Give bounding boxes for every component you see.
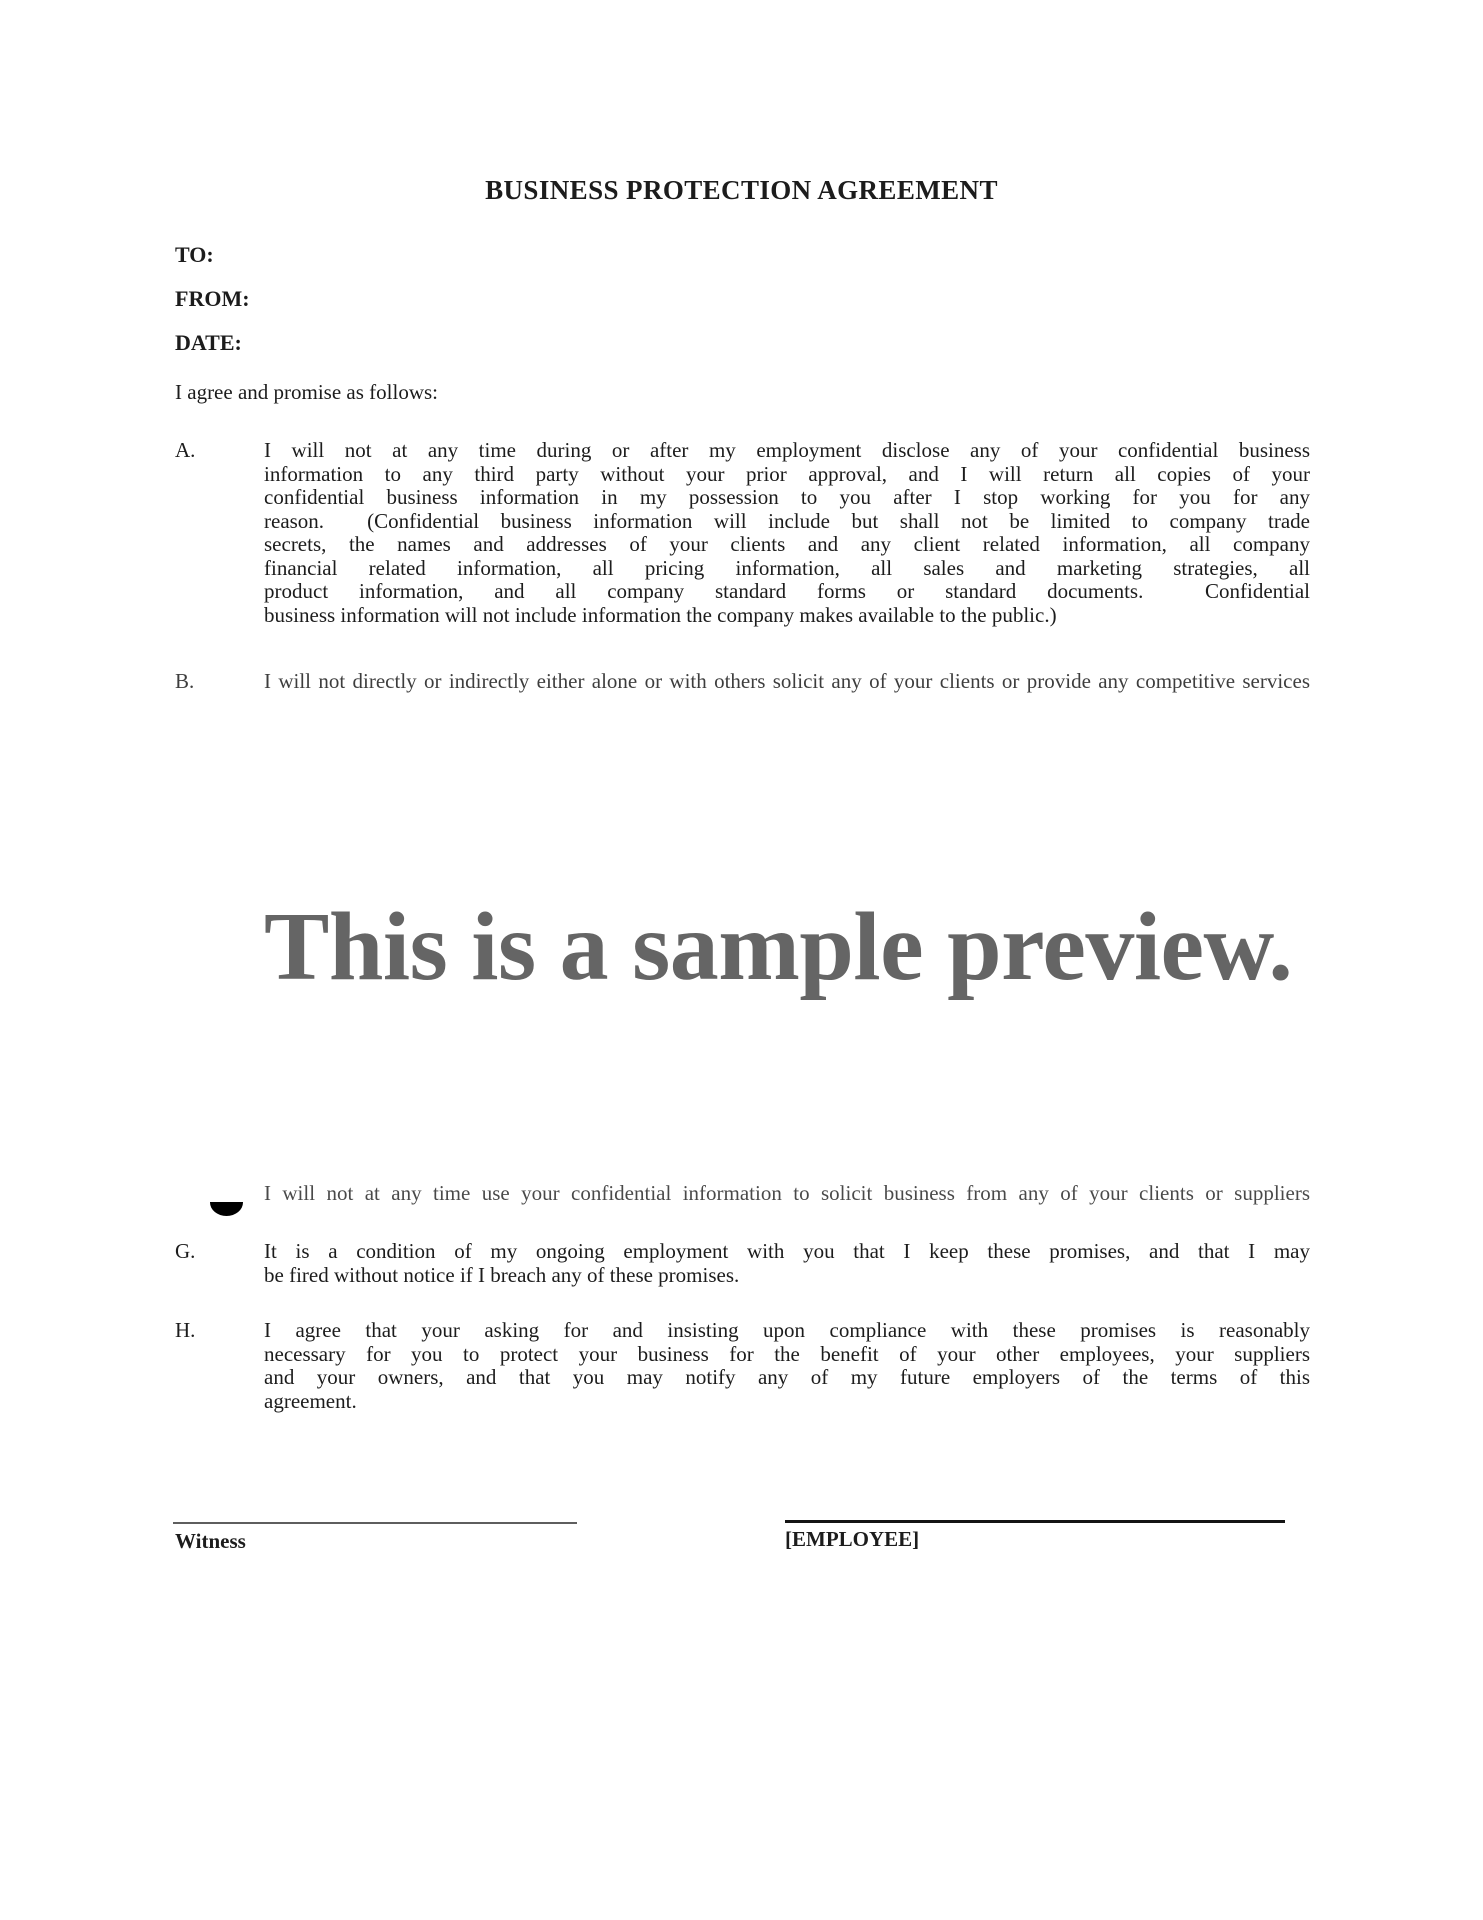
clause-a-line-8: business information will not include information the company makes available to the public.) [264, 602, 1057, 627]
clause-g-label: G. [175, 1239, 196, 1263]
clause-a-line-4: reason. (Confidential business information will include but shall not be limited to company trade [264, 508, 1310, 533]
document-title: BUSINESS PROTECTION AGREEMENT [485, 175, 998, 205]
intro-text: I agree and promise as follows: [175, 380, 439, 404]
clause-a-line-3: confidential business information in my possession to you after I stop working for you for any [264, 485, 1310, 509]
clause-h-line-3: and your owners, and that you may notify any of my future employers of the terms of this [264, 1365, 1310, 1389]
clause-h-line-1: I agree that your asking for and insisting upon compliance with these promises is reasonably [264, 1318, 1310, 1342]
field-from-label: FROM: [175, 286, 250, 311]
sample-preview-watermark: This is a sample preview. [264, 893, 1293, 1001]
field-date-label: DATE: [175, 330, 242, 355]
clipped-mid-text-fragment: I will not at any time use your confidential information to solicit business from any of your clients or suppliers [264, 1181, 1310, 1205]
clause-a-line-5: secrets, the names and addresses of your clients and any client related information, all company [264, 532, 1310, 556]
clause-h-body [264, 1319, 1310, 1413]
field-to-label: TO: [175, 242, 214, 267]
clause-a-line-7: product information, and all company standard forms or standard documents. Confidential [264, 579, 1310, 603]
witness-label: Witness [175, 1529, 246, 1553]
clause-a [175, 439, 1310, 627]
clause-h-line-4: agreement. [264, 1388, 357, 1413]
witness-signature-line [173, 1522, 577, 1524]
clipped-bullet-crescent [210, 1202, 243, 1216]
clipped-mid-line [264, 1181, 1310, 1206]
clause-a-line-6: financial related information, all pricing information, all sales and marketing strategies, all [264, 555, 1310, 580]
clause-g-line-2: be fired without notice if I breach any of these promises. [264, 1262, 740, 1287]
clause-a-line-2: information to any third party without your prior approval, and I will return all copies of your [264, 461, 1310, 486]
clause-g-body [264, 1240, 1310, 1287]
clause-h [175, 1319, 1310, 1413]
clause-g [175, 1240, 1310, 1287]
clause-b-text-fragment: I will not directly or indirectly either alone or with others solicit any of your clients or provide any competitive services [264, 669, 1310, 693]
clause-a-body [264, 439, 1310, 627]
employee-signature-line [785, 1520, 1285, 1523]
clause-h-line-2: necessary for you to protect your business for the benefit of your other employees, your suppliers [264, 1341, 1310, 1366]
clause-a-line-1: I will not at any time during or after my employment disclose any of your confidential business [264, 438, 1310, 462]
clause-b-clipped-line [175, 669, 1310, 693]
clause-a-label: A. [175, 438, 196, 462]
clause-h-label: H. [175, 1318, 196, 1342]
employee-label: [EMPLOYEE] [785, 1527, 920, 1551]
clause-g-line-1: It is a condition of my ongoing employment with you that I keep these promises, and that I may [264, 1239, 1310, 1263]
clause-b-label: B. [175, 669, 195, 693]
